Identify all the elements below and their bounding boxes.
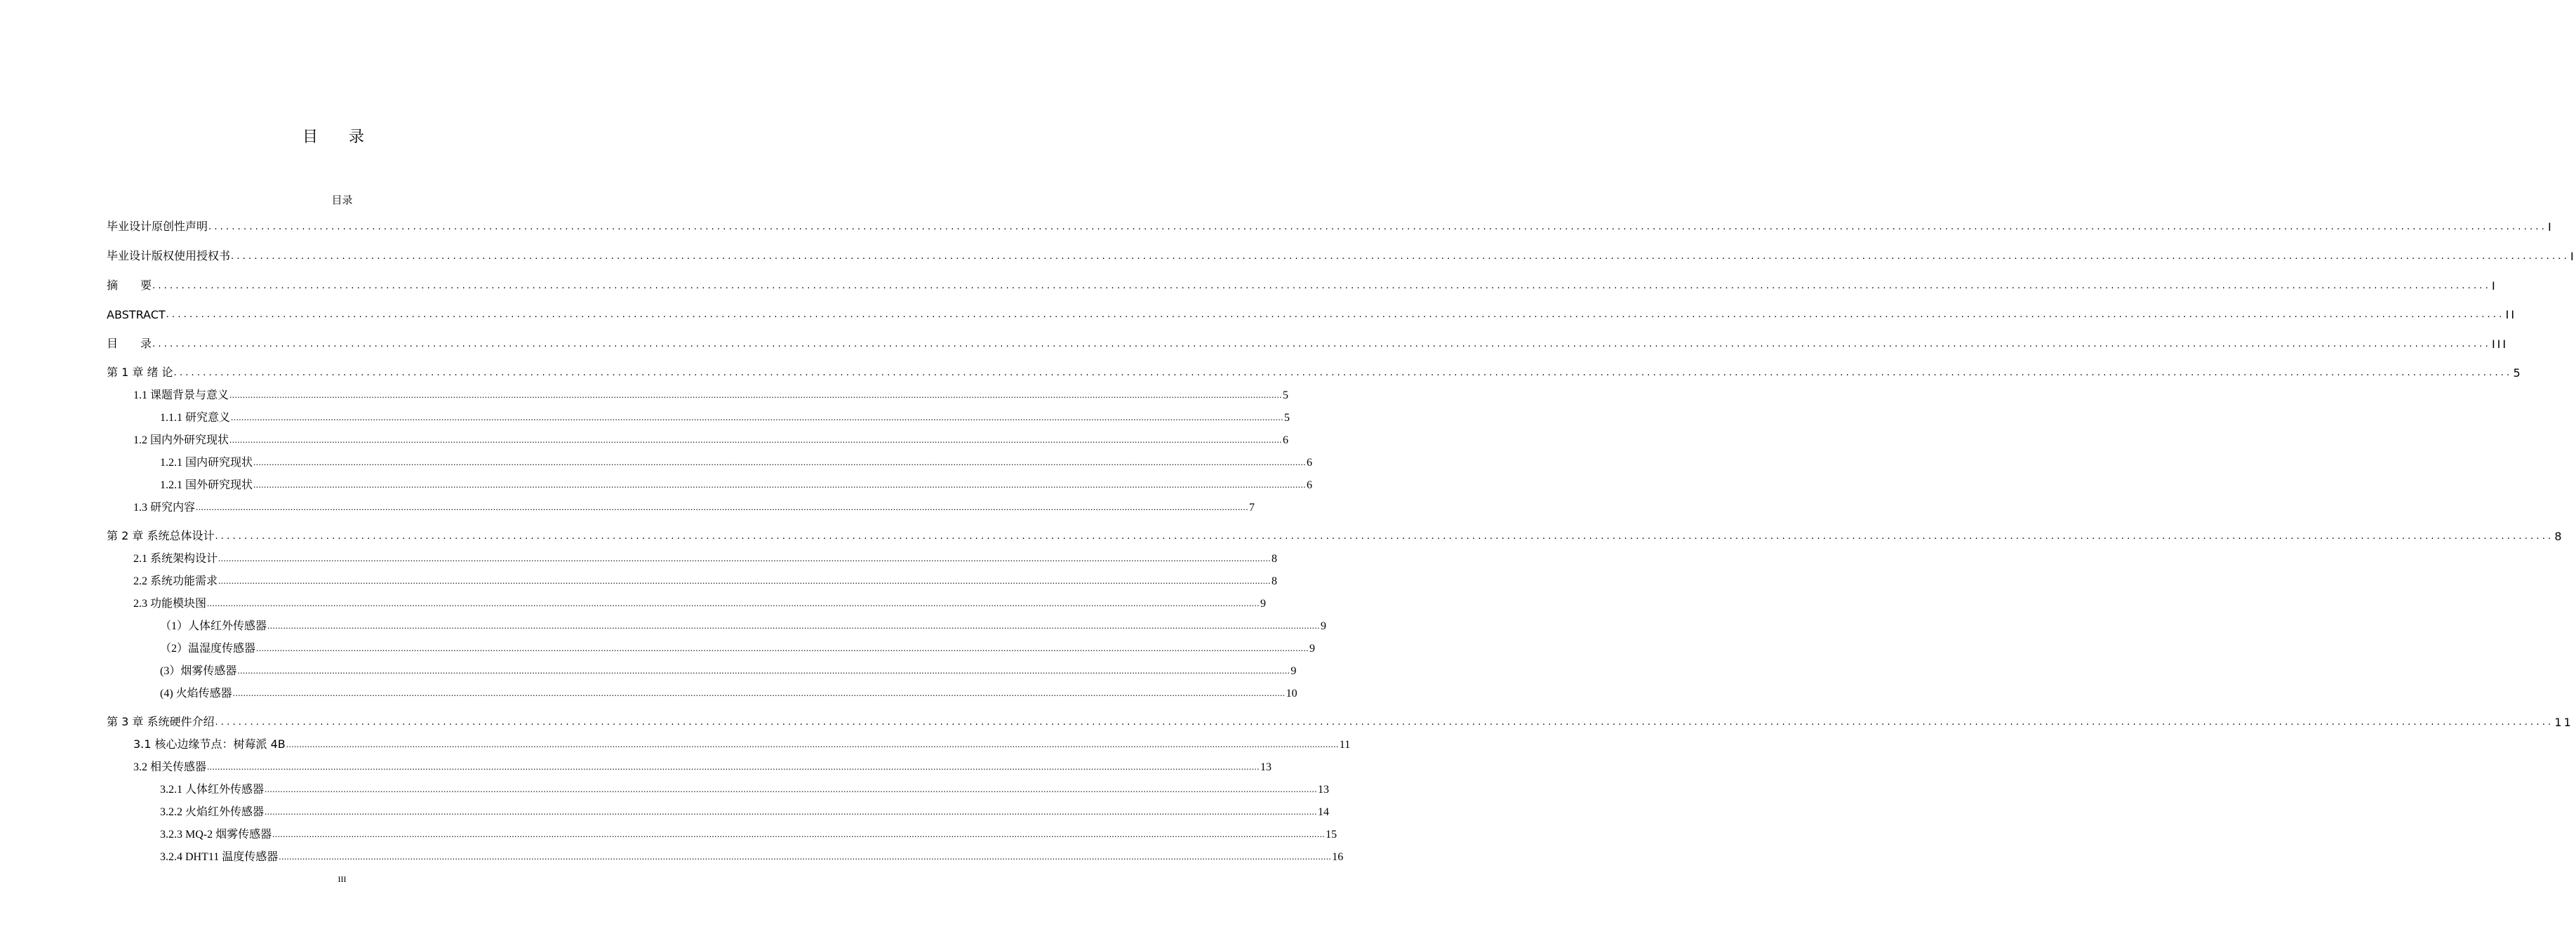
toc-entry-page: 9 xyxy=(1260,598,1267,610)
toc-entry-page: 13 xyxy=(1260,761,1272,773)
toc-entry[interactable] xyxy=(107,305,2517,321)
toc-entry[interactable] xyxy=(107,246,2576,263)
toc-leader-dots: ................................................................................................................................................................................................................................................................................................................................................................................................................ xyxy=(215,531,2554,542)
toc-entry-label: （2）温湿度传感器 xyxy=(160,643,256,655)
toc-entry[interactable] xyxy=(133,385,1289,402)
toc-entry-label: 3.1 核心边缘节点：树莓派 4B xyxy=(133,737,286,751)
toc-entry[interactable] xyxy=(160,661,1297,678)
toc-entry[interactable] xyxy=(107,276,2497,293)
toc-entry-label: 3.2.4 DHT11 温度传感器 xyxy=(160,851,279,863)
toc-entry-label: 第 3 章 系统硬件介绍 xyxy=(107,715,215,728)
toc-leader-dots: ................................................................................................................................................................................................................................................................................................................................................................................................................ xyxy=(173,368,2513,378)
toc-entry-label: 3.2.1 人体红外传感器 xyxy=(160,784,265,796)
toc-leader-dots: ................................................................................................................................................................................................................................................................................................................................................................................................................ xyxy=(231,412,1284,422)
toc-entry-page: 11 xyxy=(1339,739,1351,751)
toc-leader-dots: ................................................................................................................................................................................................................................................................................................................................................................................................................ xyxy=(253,479,1307,490)
toc-leader-dots: ................................................................................................................................................................................................................................................................................................................................................................................................................ xyxy=(253,457,1307,467)
toc-entry[interactable] xyxy=(133,430,1289,447)
toc-entry[interactable] xyxy=(107,363,2523,380)
toc-entry-page: 16 xyxy=(1332,851,1344,863)
toc-entry-page: 9 xyxy=(1321,620,1327,632)
toc-entry-label: 1.2 国内外研究现状 xyxy=(133,434,229,446)
toc-entry[interactable] xyxy=(160,683,1297,700)
toc-leader-dots: ................................................................................................................................................................................................................................................................................................................................................................................................................ xyxy=(152,339,2491,349)
toc-entry[interactable] xyxy=(160,453,1313,469)
toc-entry-label: 1.2.1 国内研究现状 xyxy=(160,457,253,469)
toc-entry-page: 5 xyxy=(1283,389,1289,401)
toc-entry-label: 目 录 xyxy=(107,337,152,350)
toc-leader-dots: ................................................................................................................................................................................................................................................................................................................................................................................................................ xyxy=(231,251,2570,262)
toc-entry-label: ABSTRACT xyxy=(107,308,166,321)
toc-entry-label: (4) 火焰传感器 xyxy=(160,688,232,700)
toc-entry-label: 2.3 功能模块图 xyxy=(133,598,207,610)
toc-entry-label: (3）烟雾传感器 xyxy=(160,665,237,677)
toc-leader-dots: ................................................................................................................................................................................................................................................................................................................................................................................................................ xyxy=(166,309,2505,320)
toc-leader-dots: ................................................................................................................................................................................................................................................................................................................................................................................................................ xyxy=(152,281,2491,291)
toc-entry-page: 5 xyxy=(1284,412,1290,424)
toc-leader-dots: ................................................................................................................................................................................................................................................................................................................................................................................................................ xyxy=(207,761,1260,772)
toc-leader-dots: ................................................................................................................................................................................................................................................................................................................................................................................................................ xyxy=(208,222,2547,232)
toc-entry[interactable] xyxy=(160,475,1313,492)
toc-entry-page: I xyxy=(2570,250,2576,263)
toc-entry-page: 6 xyxy=(1307,479,1313,491)
toc-entry-page: 8 xyxy=(2554,530,2564,543)
toc-entry-label: 3.2.2 火焰红外传感器 xyxy=(160,806,265,818)
toc-entry-label: 2.2 系统功能需求 xyxy=(133,575,218,587)
toc-entry[interactable] xyxy=(133,594,1267,610)
toc-entry-label: 第 2 章 系统总体设计 xyxy=(107,529,215,542)
toc-leader-dots: ................................................................................................................................................................................................................................................................................................................................................................................................................ xyxy=(218,553,1272,563)
toc-entry-page: I xyxy=(2547,220,2554,234)
toc-leader-dots: ................................................................................................................................................................................................................................................................................................................................................................................................................ xyxy=(265,784,1318,794)
toc-entry[interactable] xyxy=(160,824,1337,841)
toc-entry-label: 1.1 课题背景与意义 xyxy=(133,389,229,401)
toc-entry-page: 13 xyxy=(1318,784,1330,796)
toc-entry-page: 10 xyxy=(1286,688,1297,700)
toc-entry-label: 毕业设计原创性声明 xyxy=(107,220,208,233)
toc-entry-page: I xyxy=(2491,279,2497,293)
toc-entry[interactable] xyxy=(133,549,1278,566)
toc-entry-page: 14 xyxy=(1318,806,1330,818)
toc-entry-page: 6 xyxy=(1283,434,1289,446)
toc-entry-label: 1.3 研究内容 xyxy=(133,502,196,514)
toc-leader-dots: ................................................................................................................................................................................................................................................................................................................................................................................................................ xyxy=(237,665,1290,676)
toc-entry-page: 6 xyxy=(1307,457,1313,469)
toc-entry-label: 毕业设计版权使用授权书 xyxy=(107,249,231,262)
toc-entry-label: 1.2.1 国外研究现状 xyxy=(160,479,253,491)
toc-entry[interactable] xyxy=(133,735,1351,751)
toc-leader-dots: ................................................................................................................................................................................................................................................................................................................................................................................................................ xyxy=(196,502,1249,512)
toc-entry-page: 7 xyxy=(1249,502,1255,514)
toc-entry[interactable] xyxy=(107,526,2564,543)
toc-leader-dots: ................................................................................................................................................................................................................................................................................................................................................................................................................ xyxy=(267,620,1321,631)
toc-entry[interactable] xyxy=(107,712,2573,729)
toc-entry[interactable] xyxy=(160,780,1330,796)
toc-leader-dots: ................................................................................................................................................................................................................................................................................................................................................................................................................ xyxy=(272,829,1326,839)
toc-entry[interactable] xyxy=(107,217,2554,234)
toc-entry[interactable] xyxy=(160,847,1344,864)
toc-entry-page: 5 xyxy=(2513,366,2523,380)
toc-entry-page: 9 xyxy=(1309,643,1316,655)
toc-entry[interactable] xyxy=(160,802,1330,819)
toc-entry-page: 8 xyxy=(1272,553,1278,565)
toc-entry-label: 摘 要 xyxy=(107,279,152,292)
toc-entry-label: 1.1.1 研究意义 xyxy=(160,412,231,424)
toc-leader-dots: ................................................................................................................................................................................................................................................................................................................................................................................................................ xyxy=(265,806,1318,817)
toc-entry[interactable] xyxy=(107,334,2509,351)
toc-entry[interactable] xyxy=(160,408,1290,424)
toc-leader-dots: ................................................................................................................................................................................................................................................................................................................................................................................................................ xyxy=(218,575,1272,586)
toc-entry-label: 第 1 章 绪 论 xyxy=(107,366,173,379)
toc-entry-label: 3.2.3 MQ-2 烟雾传感器 xyxy=(160,829,272,841)
toc-entry-page: 8 xyxy=(1272,575,1278,587)
toc-entry-label: （1）人体红外传感器 xyxy=(160,620,267,632)
page-number-footer: III xyxy=(338,874,347,884)
toc-entry-page: 11 xyxy=(2554,716,2573,729)
toc-leader-dots: ................................................................................................................................................................................................................................................................................................................................................................................................................ xyxy=(286,739,1339,749)
toc-leader-dots: ................................................................................................................................................................................................................................................................................................................................................................................................................ xyxy=(279,851,1332,862)
toc-entry[interactable] xyxy=(133,757,1272,774)
toc-leader-dots: ................................................................................................................................................................................................................................................................................................................................................................................................................ xyxy=(256,643,1309,653)
toc-subtitle: 目录 xyxy=(331,195,353,206)
toc-leader-dots: ................................................................................................................................................................................................................................................................................................................................................................................................................ xyxy=(215,717,2554,728)
toc-leader-dots: ................................................................................................................................................................................................................................................................................................................................................................................................................ xyxy=(229,434,1283,445)
toc-leader-dots: ................................................................................................................................................................................................................................................................................................................................................................................................................ xyxy=(232,688,1286,698)
toc-leader-dots: ................................................................................................................................................................................................................................................................................................................................................................................................................ xyxy=(229,389,1283,400)
toc-entry-label: 3.2 相关传感器 xyxy=(133,761,207,773)
toc-entry-label: 2.1 系统架构设计 xyxy=(133,553,218,565)
toc-entry-page: 9 xyxy=(1290,665,1297,677)
toc-entry-page: III xyxy=(2491,337,2509,351)
toc-entry[interactable] xyxy=(133,571,1278,588)
toc-entry[interactable] xyxy=(160,638,1316,655)
toc-entry-page: II xyxy=(2505,308,2517,321)
toc-entry-page: 15 xyxy=(1326,829,1337,841)
page-title: 目 录 xyxy=(302,128,364,146)
toc-entry[interactable] xyxy=(160,616,1327,633)
toc-leader-dots: ................................................................................................................................................................................................................................................................................................................................................................................................................ xyxy=(207,598,1260,608)
toc-entry[interactable] xyxy=(133,497,1255,514)
